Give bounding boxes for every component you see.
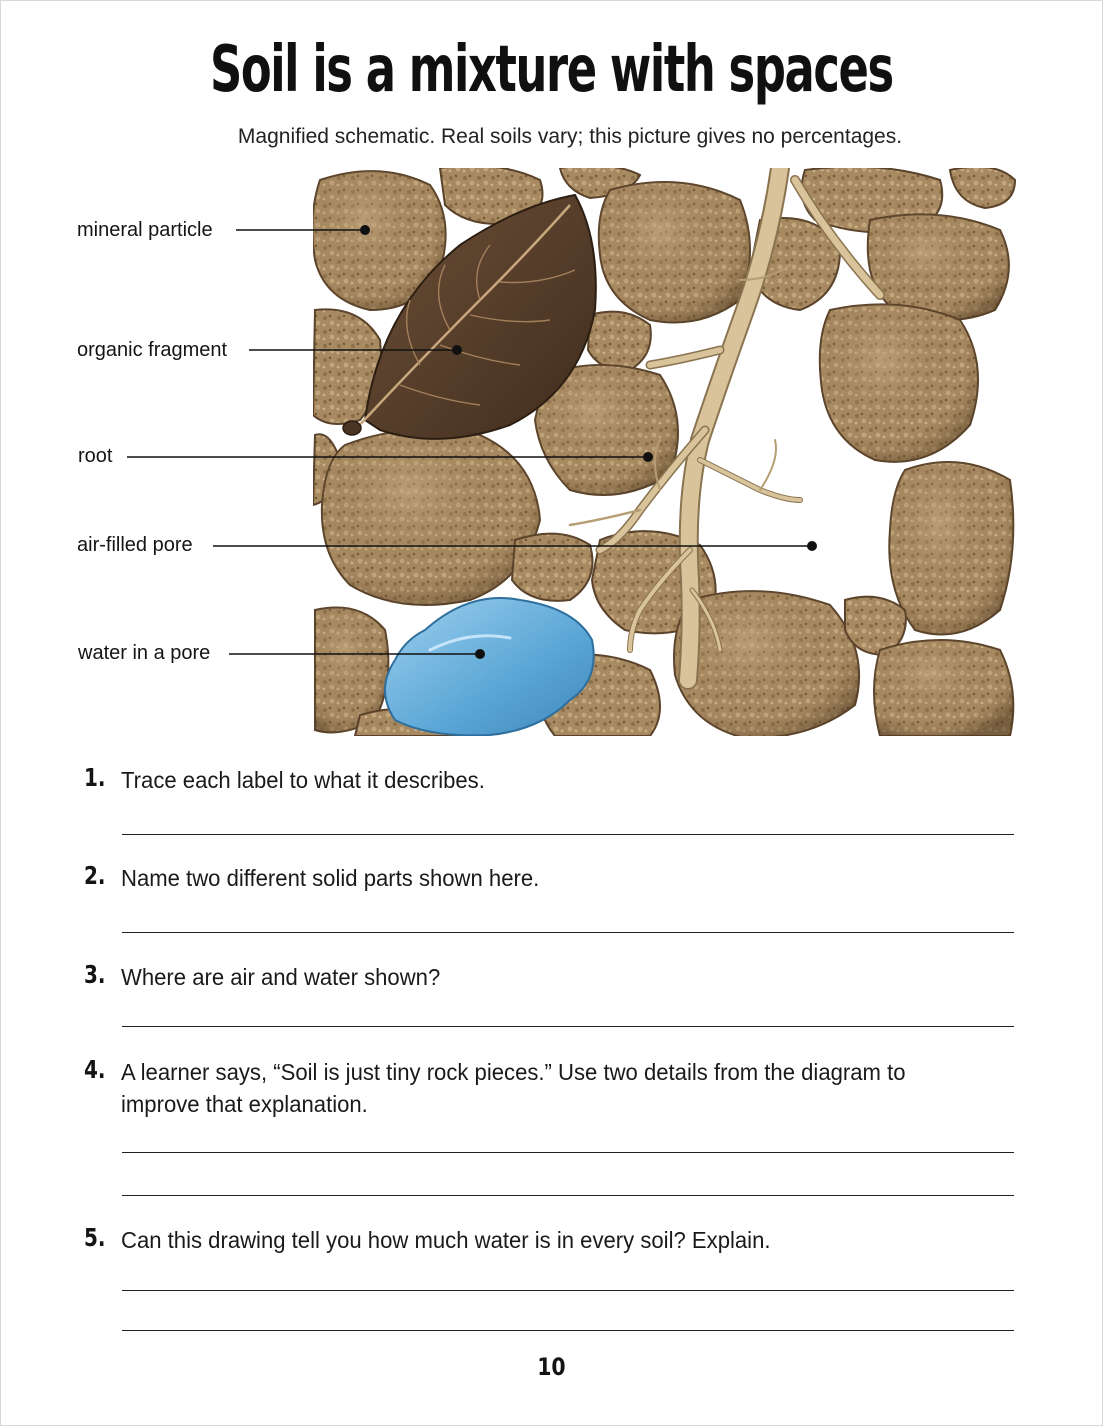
question-number: 1. (84, 763, 106, 792)
answer-line[interactable] (122, 834, 1014, 835)
question-number: 4. (84, 1055, 106, 1084)
page-title: Soil is a mixture with spaces (209, 33, 893, 107)
question-text: A learner says, “Soil is just tiny rock pieces.” Use two details from the diagram to improve that explanation. (121, 1059, 906, 1117)
question-text: Where are air and water shown? (121, 964, 441, 990)
answer-line[interactable] (122, 1195, 1014, 1196)
label-organic-fragment: organic fragment (77, 339, 228, 361)
page-subtitle: Magnified schematic. Real soils vary; this picture gives no percentages. (237, 125, 903, 148)
page-number: 10 (537, 1353, 566, 1381)
answer-line[interactable] (122, 1290, 1014, 1291)
answer-line[interactable] (122, 1026, 1014, 1027)
answer-line[interactable] (122, 1330, 1014, 1331)
question-number: 2. (84, 861, 106, 890)
label-root: root (78, 445, 113, 467)
answer-line[interactable] (122, 1152, 1014, 1153)
question-number: 5. (84, 1223, 106, 1252)
question-text: Trace each label to what it describes. (121, 767, 485, 793)
label-water-in-a-pore: water in a pore (78, 642, 211, 664)
label-air-filled-pore: air-filled pore (77, 534, 193, 556)
answer-line[interactable] (122, 932, 1014, 933)
question-number: 3. (84, 960, 106, 989)
question-text: Can this drawing tell you how much water is in every soil? Explain. (121, 1227, 771, 1253)
soil-diagram (0, 160, 1103, 740)
label-mineral-particle: mineral particle (77, 219, 213, 241)
question-text: Name two different solid parts shown here. (121, 865, 540, 891)
